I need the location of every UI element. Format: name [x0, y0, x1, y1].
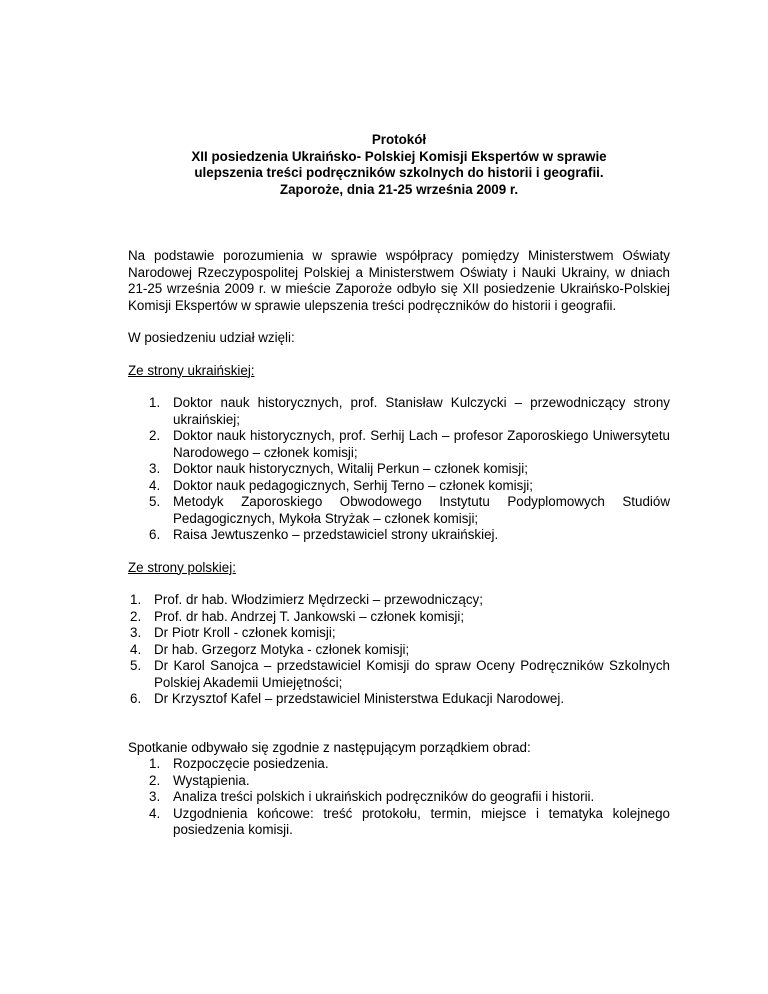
- title-line-1: Protokół: [371, 132, 427, 147]
- agenda-list: [128, 756, 670, 839]
- list-number: 5.: [149, 494, 161, 509]
- list-item: [128, 609, 670, 626]
- list-number: 3.: [130, 625, 142, 640]
- polish-side-heading: Ze strony polskiej:: [128, 559, 236, 575]
- list-item-text: Prof. dr hab. Włodzimierz Mędrzecki – przewodniczący;: [154, 592, 483, 607]
- list-item: [128, 789, 670, 806]
- list-number: 4.: [149, 477, 161, 493]
- list-item: [128, 428, 670, 461]
- list-number: 5.: [130, 658, 142, 673]
- list-number: 2.: [149, 772, 161, 788]
- ukrainian-members-list: [128, 395, 670, 544]
- list-item-text: Dr Piotr Kroll - członek komisji;: [154, 625, 336, 640]
- title-line-4: Zaporoże, dnia 21-25 września 2009 r.: [279, 181, 519, 197]
- list-item-text: Doktor nauk historycznych, Witalij Perkun – członek komisji;: [173, 461, 528, 476]
- list-number: 1.: [130, 592, 142, 607]
- list-item-text: Raisa Jewtuszenko – przedstawiciel strony ukraińskiej.: [173, 527, 499, 542]
- list-number: 2.: [130, 608, 142, 624]
- list-item-text: Dr Krzysztof Kafel – przedstawiciel Ministerstwa Edukacji Narodowej.: [154, 691, 565, 706]
- list-item: [128, 806, 670, 839]
- list-item: [128, 478, 670, 495]
- document-title: [128, 132, 670, 198]
- list-item-text: Doktor nauk historycznych, prof. Serhij Lach – profesor Zaporoskiego Uniwersytetu Narodowego – członek komisji;: [173, 428, 670, 460]
- title-line-2: XII posiedzenia Ukraińsko- Polskiej Komisji Ekspertów w sprawie: [191, 148, 607, 164]
- list-item: [128, 658, 670, 691]
- list-number: 6.: [130, 691, 142, 706]
- list-number: 2.: [149, 428, 161, 443]
- list-item-text: Doktor nauk historycznych, prof. Stanisław Kulczycki – przewodniczący strony ukraińskiej;: [173, 395, 670, 427]
- list-number: 4.: [149, 805, 161, 821]
- list-item: [128, 625, 670, 642]
- document-page: [128, 132, 670, 839]
- polish-members-list: [128, 592, 670, 708]
- list-item-text: Doktor nauk pedagogicznych, Serhij Terno – członek komisji;: [173, 477, 533, 493]
- list-item-text: Prof. dr hab. Andrzej T. Jankowski – członek komisji;: [154, 608, 465, 624]
- ukrainian-side-heading: Ze strony ukraińskiej:: [128, 362, 255, 378]
- list-item-text: Dr Karol Sanojca – przedstawiciel Komisji do spraw Oceny Podręczników Szkolnych Polskiej Akademii Umiejętności;: [154, 658, 670, 690]
- list-item: [128, 691, 670, 708]
- list-item: [128, 527, 670, 544]
- intro-paragraph: Na podstawie porozumienia w sprawie współpracy pomiędzy Ministerstwem Oświaty Narodowej Rzeczypospolitej Polskiej a Ministerstwem Oświaty i Nauki Ukrainy, w dniach 21-25 września 2009 r. w mieście Zaporoże odbyło się XII posiedzenie Ukraińsko-Polskiej Komisji Ekspertów w sprawie ulepszenia treści podręczników do historii i geografii.: [128, 248, 670, 313]
- list-number: 3.: [149, 789, 161, 804]
- list-item: [128, 592, 670, 609]
- list-item-text: Uzgodnienia końcowe: treść protokołu, termin, miejsce i tematyka kolejnego posiedzenia komisji.: [173, 805, 670, 837]
- list-number: 1.: [149, 756, 161, 771]
- list-number: 3.: [149, 461, 161, 476]
- list-number: 4.: [130, 641, 142, 657]
- list-item-text: Analiza treści polskich i ukraińskich podręczników do geografii i historii.: [173, 789, 595, 804]
- list-item-text: Metodyk Zaporoskiego Obwodowego Instytutu Podyplomowych Studiów Pedagogicznych, Mykoła Stryżak – członek komisji;: [173, 494, 670, 526]
- participants-label: W posiedzeniu udział wzięli:: [128, 330, 295, 345]
- list-item: [128, 756, 670, 773]
- list-number: 1.: [149, 395, 161, 410]
- list-number: 6.: [149, 527, 161, 542]
- list-item-text: Rozpoczęcie posiedzenia.: [173, 756, 329, 771]
- list-item: [128, 395, 670, 428]
- list-item-text: Wystąpienia.: [173, 772, 250, 788]
- list-item: [128, 461, 670, 478]
- agenda-intro: Spotkanie odbywało się zgodnie z następującym porządkiem obrad:: [128, 739, 531, 755]
- list-item: [128, 494, 670, 527]
- list-item: [128, 773, 670, 790]
- title-line-3: ulepszenia treści podręczników szkolnych do historii i geografii.: [194, 165, 604, 180]
- list-item-text: Dr hab. Grzegorz Motyka - członek komisji;: [154, 641, 410, 657]
- list-item: [128, 642, 670, 659]
